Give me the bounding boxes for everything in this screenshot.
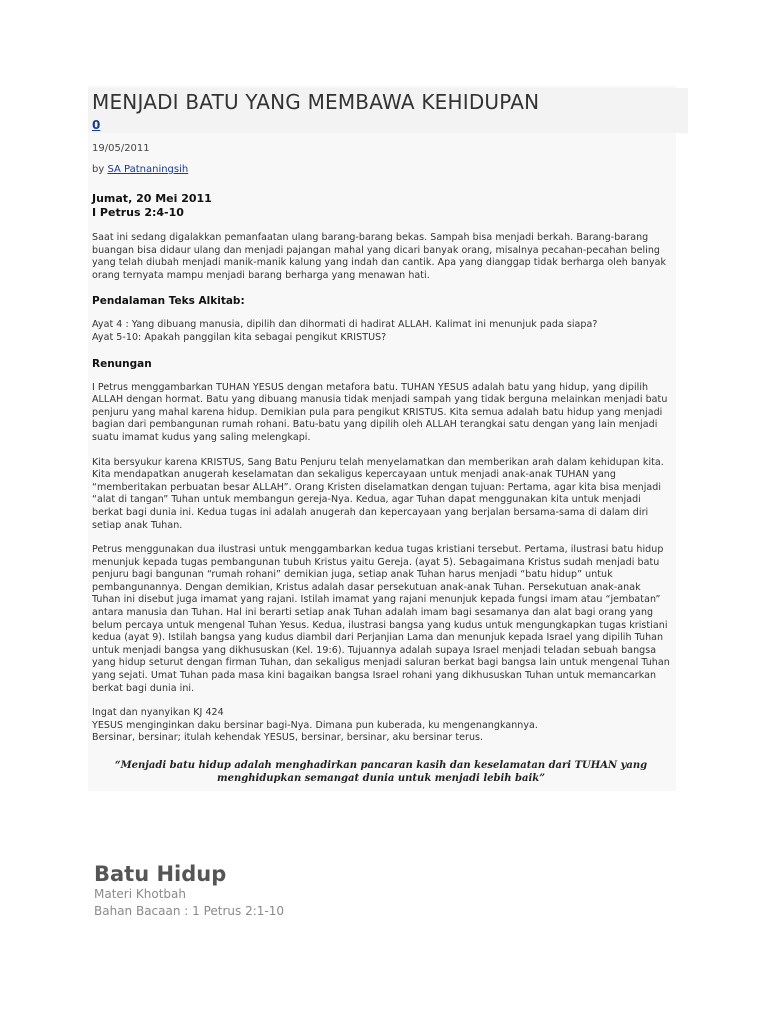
sermon-title: Batu Hidup (94, 862, 227, 886)
renungan-paragraph-3: Petrus menggunakan dua ilustrasi untuk menggambarkan kedua tugas kristiani tersebut. Pertama, ilustrasi batu hidup menunjuk kepada tugas pembangunan tubuh Kristus yaitu Gereja. (ayat 5). Sebagaimana Kristus sudah menjadi batu penjuru bagi bangunan “rumah rohani” demikian juga, setiap anak Tuhan harus menjadi “batu hidup” untuk pembangunannya. Dengan demikian, Kristus adalah dasar persekutuan anak-anak Tuhan. Persekutuan anak-anak Tuhan ini disebut juga imamat yang rajani. Istilah imamat yang rajani menunjuk kepada fungsi imam atau “jembatan” antara manusia dan Tuhan. Hal ini berarti setiap anak Tuhan adalah imam bagi sesamanya dan alat bagi orang yang belum percaya untuk mengenal Tuhan Yesus. Kedua, ilustrasi bangsa yang kudus untuk mengungkapkan tugas kristiani kedua (ayat 9). Istilah bangsa yang kudus diambil dari Perjanjian Lama dan menunjuk kepada Israel yang dipilih Tuhan untuk menjadi bangsa yang dikhususkan (Kel. 19:6). Tujuannya adalah supaya Israel menjadi teladan sebuah bangsa yang hidup seturut dengan firman Tuhan, dan sekaligus menjadi saluran berkat bagi bangsa lain untuk mengenal Tuhan yang sejati. Umat Tuhan pada masa kini bagaikan bangsa Israel rohani yang dikhususkan Tuhan untuk memancarkan berkat bagi dunia ini. (92, 544, 670, 694)
verse-question-1: Ayat 4 : Yang dibuang manusia, dipilih dan dihormati di hadirat ALLAH. Kalimat ini menunjuk pada siapa? (92, 319, 598, 331)
post-byline (92, 164, 670, 175)
study-questions (92, 319, 670, 344)
renungan-paragraph-2: Kita bersyukur karena KRISTUS, Sang Batu Penjuru telah menyelamatkan dan memberikan arah dalam kehidupan kita. Kita mendapatkan anugerah keselamatan dan sekaligus kepercayaan untuk menjadi anak-anak TUHAN yang “memberitakan perbuatan besar ALLAH”. Orang Kristen diselamatkan dengan tujuan: Pertama, agar kita bisa menjadi “alat di tangan” Tuhan untuk membangun gereja-Nya. Kedua, agar Tuhan dapat menggunakan kita untuk menjadi berkat bagi dunia ini. Kedua tugas ini adalah anugerah dan kepercayaan yang berjalan bersama-sama di dalam diri setiap anak Tuhan. (92, 456, 664, 531)
song-block (92, 707, 670, 745)
renungan-paragraph-1: I Petrus menggambarkan TUHAN YESUS dengan metafora batu. TUHAN YESUS adalah batu yang hidup, yang dipilih ALLAH dengan hormat. Batu yang dibuang manusia tidak menjadi sampah yang tidak berguna melainkan menjadi batu penjuru yang mahal karena hidup. Demikian pula para pengikut KRISTUS. Kita semua adalah batu hidup yang menjadi bagian dari pembangunan rumah rohani. Batu-batu yang dipilih oleh ALLAH terangkai satu dengan yang lain menjadi suatu imamat kudus yang saling melengkapi. (92, 381, 668, 443)
post-header (88, 88, 688, 133)
sermon-section (94, 862, 284, 920)
devotion-reading: I Petrus 2:4-10 (92, 206, 184, 219)
song-lyric-2: Bersinar, bersinar; itulah kehendak YESUS, bersinar, bersinar, aku bersinar terus. (92, 732, 484, 744)
sermon-reading: Bahan Bacaan : 1 Petrus 2:1-10 (94, 904, 284, 918)
blog-post (88, 86, 676, 791)
devotion-day: Jumat, 20 Mei 2011 (92, 192, 212, 205)
renungan-heading: Renungan (92, 357, 152, 370)
devotion-heading (92, 192, 670, 220)
song-title: Ingat dan nyanyikan KJ 424 (92, 707, 224, 719)
sermon-subtitle: Materi Khotbah (94, 887, 186, 901)
song-lyric-1: YESUS menginginkan daku bersinar bagi-Nya. Dimana pun kuberada, ku mengenangkannya. (92, 719, 538, 731)
verse-question-2: Ayat 5-10: Apakah panggilan kita sebagai pengikut KRISTUS? (92, 331, 387, 343)
study-heading: Pendalaman Teks Alkitab: (92, 295, 245, 308)
comment-count-link[interactable]: 0 (92, 118, 101, 132)
post-date: 19/05/2011 (92, 143, 150, 154)
author-link[interactable]: SA Patnaningsih (107, 164, 189, 175)
closing-quote: “Menjadi batu hidup adalah menghadirkan pancaran kasih dan keselamatan dari TUHAN yang menghidupkan semangat dunia untuk menjadi lebih baik” (114, 760, 648, 784)
intro-paragraph: Saat ini sedang digalakkan pemanfaatan ulang barang-barang bekas. Sampah bisa menjadi berkah. Barang-barang buangan bisa didaur ulang dan menjadi pajangan mahal yang dicari banyak orang, misalnya pecahan-pecahan beling yang telah diubah menjadi manik-manik kalung yang indah dan cantik. Apa yang dianggap tidak berharga oleh banyak orang ternyata mampu menjadi barang berharga yang menawan hati. (92, 232, 667, 281)
post-title: MENJADI BATU YANG MEMBAWA KEHIDUPAN (92, 90, 540, 114)
byline-prefix: by (92, 164, 108, 175)
